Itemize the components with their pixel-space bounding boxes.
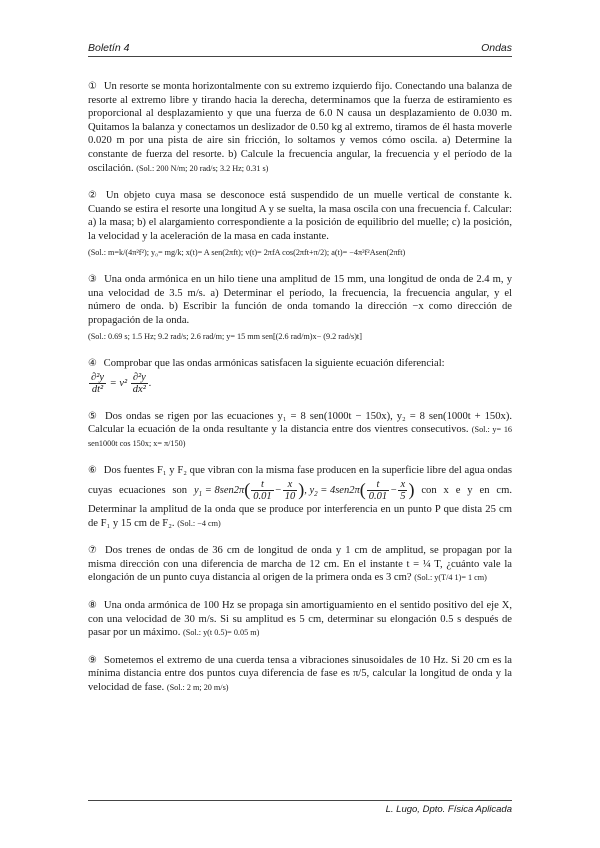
- problem-4: [88, 357, 512, 396]
- problem-1: [88, 80, 512, 175]
- problem-marker: ③: [88, 274, 97, 286]
- problem-text: Una onda armónica de 100 Hz se propaga sin amortiguamiento en el sentido positivo del eje X, con una velocidad de 30 m/s. Si su amplitud es 5 cm, determinar su elongación 0.5 s después de pasar por un máximo.: [88, 600, 512, 639]
- problem-5: [88, 410, 512, 451]
- problem-text: Comprobar que las ondas armónicas satisfacen la siguiente ecuación diferencial:: [103, 358, 445, 370]
- problem-8: [88, 599, 512, 640]
- problem-text: Un objeto cuya masa se desconoce está suspendido de un muelle vertical de constante k. Cuando se estira el resorte una longitud A y se suelta, la masa oscila con una frecuencia f. Calcular: a) la masa; b) el alargamiento correspondiente a la posición de equilibrio del muelle; c) la posición, la velocidad y la aceleración de la masa en cada instante.: [88, 190, 512, 242]
- problem-marker: ②: [88, 190, 97, 202]
- header-rule: [88, 56, 512, 57]
- header-left: Boletín 4: [88, 42, 130, 54]
- problem-text: Un resorte se monta horizontalmente con su extremo izquierdo fijo. Conectando una balanza de resorte al extremo libre y tirando hacia la derecha, determinamos que la fuerza de estiramiento es proporcional al desplazamiento y que una fuerza de 6.0 N causa un desplazamiento de 0.030 m. Quitamos la balanza y conectamos un deslizador de 0.50 kg al extremo, tiramos de él hasta moverle 0.020 m por una pista de aire sin fricción, lo soltamos y vemos cómo oscila. a) Determine la constante de fuerza del resorte. b) Calcule la frecuencia angular, la frecuencia y el período de la oscilación.: [88, 81, 512, 174]
- problem-text: Sometemos el extremo de una cuerda tensa a vibraciones sinusoidales de 10 Hz. Si 20 cm es la mínima distancia entre dos puntos cuya diferencia de fase es π/5, calcular la longitud de onda y la velocidad de fase.: [88, 654, 512, 693]
- header-right: Ondas: [481, 42, 512, 54]
- solution: (Sol.: y(t 0.5)= 0.05 m): [183, 628, 260, 638]
- problem-marker: ⑨: [88, 654, 97, 666]
- problem-3: [88, 273, 512, 343]
- problem-text: Dos trenes de ondas de 36 cm de longitud de onda y 1 cm de amplitud, se propagan por la misma dirección con una diferencia de marcha de 12 cm. En el instante t = ¼ T, ¿cuánto vale la elongación de un punto cuya distancia al origen de la primera onda es 3 cm?: [88, 545, 512, 584]
- solution: (Sol.: 2 m; 20 m/s): [166, 683, 229, 692]
- problem-marker: ⑤: [88, 410, 97, 422]
- wave-equation: $\frac{\text{∂²y}}{\text{dt²}}$ = v² $\frac{\text{∂²y}}{\text{dx²}}$ .: [91, 371, 152, 395]
- problem-marker: ④: [88, 358, 97, 370]
- solution: (Sol.: 0.69 s; 1.5 Hz; 9.2 rad/s; 2.6 rad/m; y= 15 mm sen[(2.6 rad/m)x− (9.2 rad/s)t]: [88, 331, 362, 341]
- problem-marker: ①: [88, 81, 97, 92]
- solution: (Sol.: y(T/4 1)= 1 cm): [414, 573, 487, 583]
- problem-6: [88, 464, 512, 530]
- problem-marker: ⑧: [88, 600, 97, 612]
- page-header: [88, 36, 512, 56]
- problem-marker: ⑦: [88, 545, 97, 557]
- page-footer: [88, 802, 512, 818]
- problem-text: Dos fuentes F₁ y F₂ que vibran con la misma fase producen en la superficie libre del agua ondas cuyas ecuaciones son: [88, 465, 512, 496]
- problem-text: Dos ondas se rigen por las ecuaciones y₁ = 8 sen(1000t − 150x), y₂ = 8 sen(1000t + 150x). Calcular la ecuación de la onda resultante y la distancia entre dos vientres consecutivos.: [88, 410, 512, 436]
- source-equations: $y_1 = 8sen2\pi$( $\frac{t}{0.01}$ − $\frac{x}{10}$ ), $y_2 = 4sen2\pi$( $\frac{t}{0.01}$ − $\frac{x}{5}$ ): [193, 479, 415, 503]
- problem-marker: ⑥: [88, 465, 97, 477]
- solution: (Sol.: y= 16 sen1000t cos 150x; x= π/150): [88, 425, 513, 448]
- solution: (Sol.: −4 cm): [177, 518, 221, 528]
- problem-text: Una onda armónica en un hilo tiene una amplitud de 15 mm, una longitud de onda de 2.4 m, y una velocidad de 3.5 m/s. a) Determinar el período, la frecuencia, la frecuencia angular, y el número de onda. b) Escribir la función de onda tomando la dirección −x como dirección de propagación de la onda.: [88, 274, 512, 326]
- footer-text: L. Lugo, Dpto. Física Aplicada: [385, 804, 512, 815]
- problem-list: [88, 80, 512, 709]
- solution: (Sol.: m=k/(4π²f²); y₀= mg/k; x(t)= A sen(2πft); v(t)= 2πfA cos(2πft+π/2); a(t)= −4π²f²Asen(2πft): [88, 247, 406, 257]
- problem-7: [88, 544, 512, 585]
- solution: (Sol.: 200 N/m; 20 rad/s; 3.2 Hz; 0.31 s): [136, 163, 269, 173]
- problem-text-continued: con x e y en cm. Determinar la amplitud de la onda que se produce por interferencia en un punto P que dista 25 cm de F₁ y 15 cm de F₂.: [88, 485, 512, 529]
- problem-2: [88, 189, 512, 259]
- problem-9: [88, 654, 512, 695]
- footer-rule: [88, 800, 512, 801]
